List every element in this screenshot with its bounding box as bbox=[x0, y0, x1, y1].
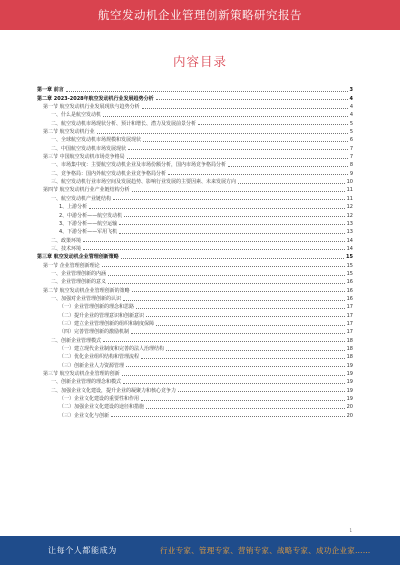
toc-entry-text: （四）完善管理创新的激励机制 bbox=[59, 329, 130, 336]
toc-entry[interactable] bbox=[37, 285, 353, 293]
toc-entry-page: 19 bbox=[346, 362, 353, 369]
toc-entry[interactable] bbox=[37, 369, 353, 377]
toc-entry-page: 20 bbox=[346, 404, 353, 411]
toc-entry-text: 一、什么是航空发动机 bbox=[51, 112, 102, 119]
toc-entry[interactable] bbox=[37, 252, 353, 260]
footer-slogan: 让每个人都能成为 bbox=[48, 546, 117, 555]
toc-entry[interactable] bbox=[37, 277, 353, 285]
toc-entry-page: 4 bbox=[349, 104, 353, 111]
toc-entry-page: 5 bbox=[349, 129, 353, 136]
toc-entry-page: 5 bbox=[349, 120, 353, 127]
toc-entry-text: （三）建立企业管理创新的组织和制度保障 bbox=[59, 320, 155, 327]
toc-leader-dots bbox=[156, 99, 348, 100]
toc-leader-dots bbox=[127, 158, 348, 159]
toc-entry-page: 14 bbox=[346, 245, 353, 252]
toc-entry-page: 13 bbox=[346, 220, 353, 227]
toc-entry-page: 10 bbox=[346, 179, 353, 186]
toc-leader-dots bbox=[131, 333, 345, 334]
toc-entry[interactable] bbox=[37, 177, 353, 185]
toc-leader-dots bbox=[166, 350, 345, 351]
toc-entry-text: 一、航空发动机产业链结构 bbox=[51, 195, 112, 202]
toc-leader-dots bbox=[141, 400, 345, 401]
toc-entry-page: 15 bbox=[346, 262, 353, 269]
toc-entry-page: 14 bbox=[346, 237, 353, 244]
toc-entry-text: （二）优化企业组织结构和管理流程 bbox=[59, 354, 140, 361]
toc-entry[interactable] bbox=[37, 319, 353, 327]
toc-entry-page: 15 bbox=[346, 270, 353, 277]
toc-entry[interactable] bbox=[37, 110, 353, 118]
toc-entry-page: 17 bbox=[346, 329, 353, 336]
toc-entry-text: 第三章 航空发动机企业管理创新策略 bbox=[37, 254, 119, 261]
toc-entry-text: 二、创新企业管理模式 bbox=[51, 337, 102, 344]
toc-entry-page: 13 bbox=[346, 229, 353, 236]
toc-entry-text: 三、航空发动机行业市场空间及发展趋势、影响行业发展的主要因素、未来发展方向 bbox=[51, 179, 237, 186]
toc-entry-text: （二）加强企业文化建设的途径和措施 bbox=[59, 404, 145, 411]
toc-entry[interactable] bbox=[37, 352, 353, 360]
toc-entry-text: 一、加强对企业管理创新的认识 bbox=[51, 295, 122, 302]
toc-entry-text: 二、企业管理创新的意义 bbox=[51, 279, 107, 286]
toc-entry-text: 一、市场集中度：主要航空发动机企业及市场份额分析，国内市场竞争格局分析 bbox=[51, 162, 227, 169]
toc-entry-page: 19 bbox=[346, 387, 353, 394]
toc-leader-dots bbox=[142, 108, 348, 109]
toc-entry[interactable] bbox=[37, 143, 353, 151]
toc-entry[interactable] bbox=[37, 327, 353, 335]
toc-leader-dots bbox=[122, 375, 345, 376]
toc-entry-page: 19 bbox=[346, 371, 353, 378]
toc-entry[interactable] bbox=[37, 193, 353, 201]
toc-entry[interactable] bbox=[37, 335, 353, 343]
toc-leader-dots bbox=[97, 133, 348, 134]
toc-entry-text: 第二节 航空发动机企业管理创新的策略 bbox=[43, 287, 130, 294]
toc-entry-page: 17 bbox=[346, 312, 353, 319]
toc-entry[interactable] bbox=[37, 202, 353, 210]
toc-leader-dots bbox=[89, 208, 344, 209]
toc-leader-dots bbox=[123, 300, 345, 301]
toc-leader-dots bbox=[132, 191, 345, 192]
toc-leader-dots bbox=[123, 383, 345, 384]
toc-leader-dots bbox=[111, 416, 345, 417]
toc-entry-text: 3、下游分析——航空运输 bbox=[59, 220, 118, 227]
toc-entry-text: 第一节 企业管理创新理论 bbox=[43, 262, 100, 269]
toc-leader-dots bbox=[103, 341, 345, 342]
toc-leader-dots bbox=[228, 166, 348, 167]
toc-entry[interactable] bbox=[37, 127, 353, 135]
toc-leader-dots bbox=[146, 408, 345, 409]
toc-entry-page: 20 bbox=[346, 412, 353, 419]
toc-entry-page: 19 bbox=[346, 396, 353, 403]
toc-leader-dots bbox=[119, 224, 344, 225]
toc-entry-text: 二、中国航空发动机市场发展现状 bbox=[51, 145, 127, 152]
toc-entry[interactable] bbox=[37, 135, 353, 143]
toc-leader-dots bbox=[128, 149, 348, 150]
toc-entry[interactable] bbox=[37, 152, 353, 160]
toc-entry-text: 第二章 2023-2028年航空发动机行业发展趋势分析 bbox=[37, 95, 154, 102]
toc-entry[interactable] bbox=[37, 260, 353, 268]
toc-leader-dots bbox=[119, 233, 344, 234]
toc-entry-page: 7 bbox=[349, 154, 353, 161]
toc-entry-text: 一、企业管理创新的内涵 bbox=[51, 270, 107, 277]
toc-leader-dots bbox=[168, 174, 348, 175]
toc-title: 内容目录 bbox=[172, 54, 227, 69]
toc-entry-text: 二、竞争格局：国内外航空发动机企业竞争格局分析 bbox=[51, 170, 167, 177]
toc-leader-dots bbox=[83, 241, 345, 242]
toc-entry-page: 8 bbox=[349, 162, 353, 169]
toc-entry-page: 17 bbox=[346, 320, 353, 327]
page-header bbox=[0, 0, 400, 30]
toc-entry-page: 18 bbox=[346, 346, 353, 352]
toc-entry[interactable] bbox=[37, 160, 353, 168]
header-title: 航空发动机企业管理创新策略研究报告 bbox=[98, 8, 302, 22]
toc-entry-text: 二、加强企业文化建设，提升企业的凝聚力和核心竞争力 bbox=[51, 387, 177, 394]
toc-entry-page: 19 bbox=[346, 379, 353, 386]
toc-entry-page: 7 bbox=[349, 145, 353, 152]
toc-entry[interactable] bbox=[37, 219, 353, 227]
page-footer bbox=[0, 536, 400, 565]
toc-entry-text: 三、技术环境 bbox=[51, 245, 82, 252]
toc-leader-dots bbox=[136, 308, 345, 309]
toc-entry-page: 16 bbox=[346, 295, 353, 302]
footer-roles: 行业专家、管理专家、营销专家、战略专家、成功企业家…… bbox=[160, 546, 371, 555]
toc-entry[interactable] bbox=[37, 385, 353, 393]
toc-leader-dots bbox=[108, 283, 345, 284]
toc-entry[interactable] bbox=[37, 118, 353, 126]
toc-leader-dots bbox=[66, 91, 348, 92]
toc-entry-text: 第三节 航空发动机企业管理的创新 bbox=[43, 371, 120, 378]
toc-entry-text: （一）企业文化建设的重要性和作用 bbox=[59, 396, 140, 403]
toc-entry-page: 11 bbox=[346, 195, 353, 202]
toc-entry-page: 3 bbox=[349, 87, 353, 94]
toc-entry[interactable] bbox=[37, 310, 353, 318]
toc-entry-text: （二）提升企业的管理意识和创新意识 bbox=[59, 312, 145, 319]
table-of-contents bbox=[37, 85, 353, 419]
toc-entry-text: 二、航空发动机市场现状分析、预计和增长、潜力及发展前景分析 bbox=[51, 120, 197, 127]
toc-entry-text: 第一章 前言 bbox=[37, 87, 64, 94]
toc-entry-text: 一、全球航空发动机市场规模和发展现状 bbox=[51, 137, 142, 144]
toc-leader-dots bbox=[146, 316, 345, 317]
toc-entry-text: （三）创新企业人力资源管理 bbox=[59, 362, 125, 369]
toc-entry[interactable] bbox=[37, 244, 353, 252]
toc-leader-dots bbox=[141, 358, 345, 359]
toc-leader-dots bbox=[132, 291, 345, 292]
toc-leader-dots bbox=[198, 124, 348, 125]
toc-entry-text: 1、上游分析 bbox=[59, 204, 88, 211]
toc-entry[interactable] bbox=[37, 394, 353, 402]
toc-leader-dots bbox=[178, 391, 345, 392]
toc-entry[interactable] bbox=[37, 185, 353, 193]
toc-entry-page: 12 bbox=[346, 204, 353, 211]
toc-entry[interactable] bbox=[37, 377, 353, 385]
toc-entry[interactable] bbox=[37, 102, 353, 110]
toc-entry-text: 2、中游分析——航空发动机 bbox=[59, 212, 123, 219]
toc-entry[interactable] bbox=[37, 402, 353, 410]
toc-entry[interactable] bbox=[37, 85, 353, 93]
toc-leader-dots bbox=[113, 199, 345, 200]
toc-entry-page: 12 bbox=[346, 212, 353, 219]
toc-entry-text: （三）企业文化与创新 bbox=[59, 412, 110, 419]
toc-entry-text: 第四节 航空发动机行业产业链结构分析 bbox=[43, 187, 130, 194]
toc-entry[interactable] bbox=[37, 168, 353, 176]
toc-leader-dots bbox=[124, 216, 344, 217]
toc-entry-page: 15 bbox=[346, 254, 353, 261]
toc-entry-page: 18 bbox=[346, 354, 353, 361]
toc-entry[interactable] bbox=[37, 410, 353, 418]
toc-leader-dots bbox=[156, 325, 345, 326]
toc-entry[interactable] bbox=[37, 302, 353, 310]
toc-entry-text: 第一节 航空发动机行业发展现状与趋势分析 bbox=[43, 104, 140, 111]
toc-leader-dots bbox=[102, 266, 345, 267]
toc-entry-text: （一）建立现代企业制度和完善的法人治理结构 bbox=[59, 346, 165, 352]
toc-leader-dots bbox=[121, 258, 344, 259]
toc-entry[interactable] bbox=[37, 227, 353, 235]
page-number: 1 bbox=[349, 528, 352, 533]
toc-entry-text: 一、创新企业管理的理念和模式 bbox=[51, 379, 122, 386]
toc-entry-text: （一）企业管理创新的理念和思路 bbox=[59, 304, 135, 311]
toc-entry-page: 9 bbox=[349, 170, 353, 177]
toc-entry-page: 18 bbox=[346, 337, 353, 344]
toc-entry-page: 6 bbox=[349, 137, 353, 144]
toc-entry[interactable] bbox=[37, 210, 353, 218]
toc-entry[interactable] bbox=[37, 269, 353, 277]
toc-leader-dots bbox=[238, 183, 345, 184]
toc-leader-dots bbox=[108, 275, 345, 276]
toc-leader-dots bbox=[126, 366, 345, 367]
toc-entry-text: 二、政策环境 bbox=[51, 237, 82, 244]
toc-entry-page: 4 bbox=[349, 95, 353, 102]
toc-leader-dots bbox=[83, 249, 345, 250]
toc-leader-dots bbox=[143, 141, 348, 142]
toc-entry-page: 11 bbox=[346, 187, 353, 194]
toc-entry[interactable] bbox=[37, 360, 353, 368]
toc-entry-page: 17 bbox=[346, 304, 353, 311]
toc-entry-text: 4、下游分析——军用飞机 bbox=[59, 229, 118, 236]
toc-entry[interactable] bbox=[37, 235, 353, 243]
toc-entry[interactable] bbox=[37, 344, 353, 352]
toc-entry[interactable] bbox=[37, 294, 353, 302]
toc-entry-page: 16 bbox=[346, 287, 353, 294]
toc-entry-text: 第二节 航空发动机行业 bbox=[43, 129, 95, 136]
toc-leader-dots bbox=[103, 116, 348, 117]
toc-entry-text: 第三节 中国航空发动机市场竞争格局 bbox=[43, 154, 125, 161]
toc-entry-page: 16 bbox=[346, 279, 353, 286]
toc-entry[interactable] bbox=[37, 93, 353, 101]
toc-entry-page: 4 bbox=[349, 112, 353, 119]
